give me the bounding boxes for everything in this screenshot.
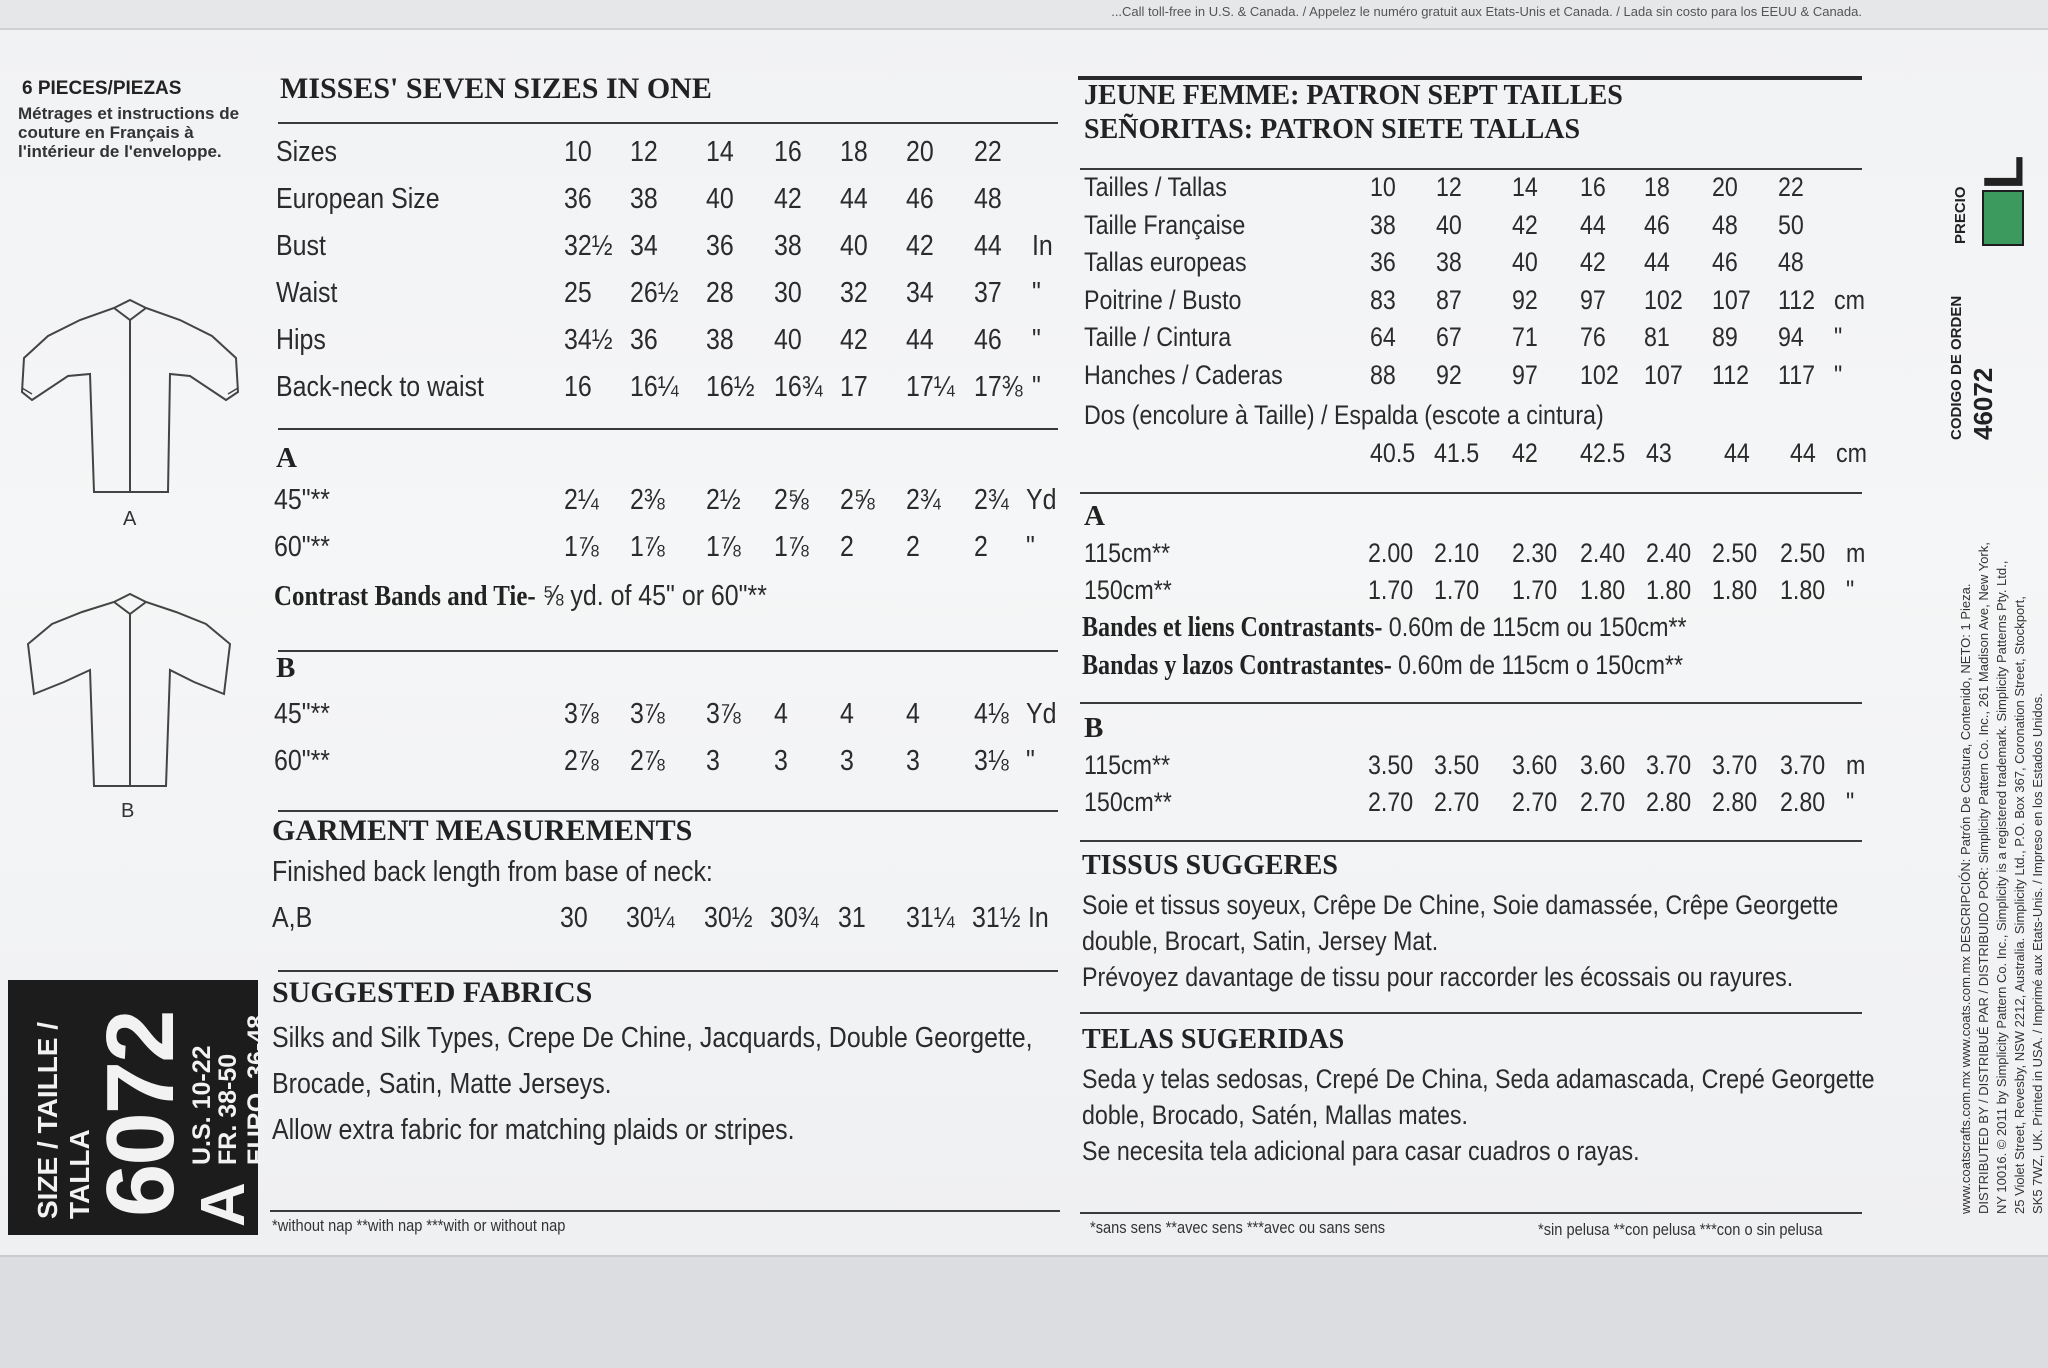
cell-value: 42 [1512,209,1538,240]
cell-value: 30¼ [626,902,675,934]
pattern-number: 6072 [87,1011,194,1217]
divider [278,810,1058,812]
size-range-letter: A [189,1182,258,1227]
cell-value: 2.30 [1512,538,1558,568]
cell-value: 46 [974,324,1002,356]
unit-label: " [1846,575,1855,605]
row-label: Poitrine / Busto [1084,284,1242,315]
unit-label: " [1032,371,1041,403]
tissus-line: Soie et tissus soyeux, Crêpe De Chine, Soie damassée, Crêpe Georgette [1082,890,1839,920]
divider [1080,168,1862,170]
telas-line: Se necesita tela adicional para casar cuadros o rayas. [1082,1136,1640,1166]
cell-value: 112 [1712,359,1750,390]
cell-value: 4 [840,698,854,730]
cell-value: 71 [1512,322,1538,352]
row-label: Bust [276,230,326,262]
cell-value: 34 [630,230,658,262]
cell-value: 42 [774,183,802,215]
cell-value: 42.5 [1580,438,1626,468]
cell-value: 3⅞ [706,698,741,730]
unit-label: " [1026,531,1035,563]
precio-label: PRECIO [1952,186,1969,244]
cell-value: 1.70 [1434,575,1480,605]
cell-value: 2.70 [1512,787,1558,817]
cell-value: 97 [1580,284,1606,315]
cell-value: 3.60 [1580,750,1626,780]
tissus-title: TISSUS SUGGERES [1082,850,1339,881]
cell-value: 3 [906,745,920,777]
unit-label: In [1032,230,1053,262]
cell-value: 89 [1712,322,1738,352]
unit-label: cm [1836,438,1867,468]
cell-value: 43 [1646,438,1672,468]
fabrics-line: Silks and Silk Types, Crepe De Chine, Jacquards, Double Georgette, [272,1022,1033,1054]
cell-value: 94 [1778,322,1804,352]
row-label: 150cm** [1084,787,1172,817]
cell-value: 2⅞ [564,745,599,777]
cell-value: 42 [1580,247,1606,277]
cell-value: 42 [1512,438,1538,468]
row-label: Tailles / Tallas [1084,172,1227,202]
cell-value: 36 [564,183,592,215]
cell-value: 2¾ [906,484,941,516]
cell-value: 2.70 [1434,787,1480,817]
cell-value: 2.50 [1780,538,1826,568]
cell-value: 3.70 [1780,750,1826,780]
unit-label: Yd [1026,698,1057,730]
unit-label: m [1846,538,1866,568]
cell-value: 20 [906,136,934,168]
cell-value: 44 [906,324,934,356]
cell-value: 14 [1512,172,1538,202]
cell-value: 4 [906,698,920,730]
cell-value: 31 [838,902,866,934]
cell-value: 107 [1712,284,1751,315]
unit-label: cm [1834,284,1865,315]
divider [278,650,1058,652]
unit-label: " [1032,324,1041,356]
cell-value: 48 [1778,247,1804,277]
cell-value: 88 [1370,359,1396,390]
cell-value: 38 [630,183,658,215]
cell-value: 36 [1370,247,1396,277]
codigo-label: CODIGO DE ORDEN [1948,295,1965,440]
order-number: 46072 [1968,367,1998,440]
french-footnote: *sans sens **avec sens ***avec ou sans sens [1090,1218,1386,1237]
envelope-number-box [8,980,271,1235]
cell-value: 3⅛ [974,745,1009,777]
unit-label: " [1026,745,1035,777]
cell-value: 97 [1512,359,1538,390]
figure-label-a: A [123,508,137,530]
cell-value: 1.80 [1712,575,1758,605]
view-a-heading: A [276,442,297,474]
cell-value: 16½ [706,371,755,403]
cell-value: 38 [774,230,802,262]
cell-value: 2.00 [1368,538,1414,568]
size-letter-l: L [1971,155,2035,190]
cell-value: 46 [1712,247,1738,277]
fabrics-line: Brocade, Satin, Matte Jerseys. [272,1068,612,1100]
legal-line: SK5 7WZ, UK. Printed in USA. / Imprimé aux Etats-Unis. / Impreso en los Estados Unidos. [2030,693,2045,1214]
row-label: Sizes [276,136,337,168]
divider [1080,702,1862,704]
legal-line: DISTRIBUTED BY / DISTRIBUÉ PAR / DISTRIBUIDO POR: Simplicity Pattern Co. Inc., 261 Madison Ave, New York, [1976,542,1991,1214]
cell-value: 2⅞ [630,745,665,777]
row-label: Taille Française [1084,209,1246,240]
pieces-count: 6 PIECES/PIEZAS [22,78,182,99]
cell-value: 12 [1436,172,1462,202]
row-label: 60"** [274,531,331,563]
cell-value: 64 [1370,322,1396,352]
cell-value: 26½ [630,277,679,309]
row-label: 60"** [274,745,331,777]
cell-value: 1⅞ [630,531,665,563]
divider [278,122,1058,124]
cell-value: 32½ [564,230,613,262]
cell-value: 4⅛ [974,698,1009,730]
cell-value: 2.80 [1646,787,1692,817]
cell-value: 16 [1580,172,1606,202]
unit-label: Yd [1026,484,1057,516]
unit-label: m [1846,750,1866,780]
divider [1080,840,1862,842]
cell-value: 14 [706,136,734,168]
telas-title: TELAS SUGERIDAS [1082,1024,1345,1055]
cell-value: 16¼ [630,371,679,403]
size-taille-talla-label: SIZE / TAILLE / TALLA [32,1021,95,1219]
cell-value: 1.70 [1512,575,1558,605]
unit-label: " [1846,787,1855,817]
cell-value: 34½ [564,324,613,356]
cell-value: 48 [1712,209,1738,240]
cell-value: 81 [1644,322,1670,352]
legal-line: NY 10016. © 2011 by Simplicity Pattern Co. Inc., Simplicity is a registered trademark. Simplicity Patterns Pty. Ltd., [1994,560,2009,1214]
fabrics-line: Allow extra fabric for matching plaids or stripes. [272,1114,795,1146]
cell-value: 46 [906,183,934,215]
cell-value: 2.80 [1712,787,1758,817]
cell-value: 42 [840,324,868,356]
garment-sketch-a [18,296,242,496]
cell-value: 40 [1512,247,1538,277]
cell-value: 76 [1580,322,1606,352]
cell-value: 10 [564,136,592,168]
row-label: Back-neck to waist [276,371,484,403]
cell-value: 40 [1436,209,1462,240]
cell-value: 46 [1644,209,1670,240]
cell-value: 2.10 [1434,538,1480,568]
cell-value: 112 [1778,284,1816,315]
cell-value: 22 [1778,172,1804,202]
divider [1080,1012,1862,1014]
cell-value: 44 [1644,247,1670,277]
cell-value: 42 [906,230,934,262]
unit-label: " [1834,322,1843,352]
cell-value: 18 [840,136,868,168]
cell-value: 10 [1370,172,1396,202]
cell-value: 48 [974,183,1002,215]
cell-value: 18 [1644,172,1670,202]
cell-value: 3 [706,745,720,777]
english-footnote: *without nap **with nap ***with or without nap [272,1216,566,1235]
cell-value: 36 [630,324,658,356]
cell-value: 83 [1370,284,1396,315]
contrast-bands-note: Contrast Bands and Tie- ⅝ yd. of 45" or 60"** [274,580,767,612]
cell-value: 3⅞ [564,698,599,730]
spanish-footnote: *sin pelusa **con pelusa ***con o sin pelusa [1538,1220,1823,1239]
unit-label: " [1834,359,1843,390]
cell-value: 3⅞ [630,698,665,730]
cell-value: 44 [974,230,1002,262]
cell-value: 117 [1778,359,1816,390]
cell-value: 1⅞ [706,531,741,563]
tissus-line: double, Brocart, Satin, Jersey Mat. [1082,926,1439,956]
unit-label: In [1028,902,1049,934]
spanish-title: SEÑORITAS: PATRON SIETE TALLAS [1084,114,1581,145]
pieces-french-note: Métrages et instructions de couture en Français à l'intérieur de l'enveloppe. [18,104,240,161]
cell-value: 2½ [706,484,741,516]
row-label: 115cm** [1084,750,1171,780]
cell-value: 2.70 [1580,787,1626,817]
row-label: 45"** [274,698,331,730]
cell-value: 1.80 [1646,575,1692,605]
row-label: European Size [276,183,440,215]
cell-value: 3.50 [1368,750,1414,780]
cell-value: 1.80 [1780,575,1826,605]
cell-value: 17 [840,371,868,403]
divider [278,970,1058,972]
cell-value: 3.60 [1512,750,1558,780]
contrast-note-french: Bandes et liens Contrastants- 0.60m de 115cm ou 150cm** [1082,612,1687,643]
divider [270,1210,1060,1212]
cell-value: 3 [774,745,788,777]
cell-value: 2 [974,531,988,563]
cell-value: 34 [906,277,934,309]
row-label: Tallas europeas [1084,247,1247,277]
divider [278,428,1058,430]
fs-view-b-heading: B [1084,712,1104,744]
cell-value: 25 [564,277,592,309]
cell-value: 2.40 [1580,538,1626,568]
cell-value: 2.80 [1780,787,1826,817]
cell-value: 20 [1712,172,1738,202]
cell-value: 87 [1436,284,1462,315]
back-length-label: Dos (encolure à Taille) / Espalda (escote a cintura) [1084,400,1604,430]
cell-value: 2⅝ [774,484,809,516]
telas-line: Seda y telas sedosas, Crepé De China, Seda adamascada, Crepé Georgette [1082,1064,1875,1094]
cell-value: 16 [774,136,802,168]
row-label: 150cm** [1084,575,1172,605]
tissus-line: Prévoyez davantage de tissu pour raccorder les écossais ou rayures. [1082,962,1794,992]
french-title: JEUNE FEMME: PATRON SEPT TAILLES [1084,80,1623,111]
toll-free-note: ...Call toll-free in U.S. & Canada. / Appelez le numéro gratuit aux Etats-Unis et Canada. / Lada sin costo para los EEUU & Canada. [1111,4,1862,19]
cell-value: 38 [706,324,734,356]
cell-value: 3.70 [1712,750,1758,780]
cell-value: 102 [1580,359,1619,390]
row-label: A,B [272,902,313,934]
cell-value: 2¾ [974,484,1009,516]
legal-line: 25 Violet Street, Revesby, NSW 2212, Australia. Simplicity Ltd., P.O. Box 367, Coronation Street, Stockport, [2012,596,2027,1214]
row-label: 115cm** [1084,538,1171,568]
legal-line: www.coatscrafts.com.mx www.coats.com.mx DESCRIPCIÓN: Patrón De Costura, Contenido, NETO: 1 Pieza. [1958,583,1973,1214]
cell-value: 41.5 [1434,438,1480,468]
cell-value: 44 [1580,209,1606,240]
cell-value: 1⅞ [564,531,599,563]
fr-euro-size-range: FR. 38-50 EURO. 36-48 [214,1014,271,1165]
cell-value: 30 [774,277,802,309]
cell-value: 31½ [972,902,1021,934]
cell-value: 32 [840,277,868,309]
cell-value: 30¾ [770,902,819,934]
unit-label: " [1032,277,1041,309]
cell-value: 40.5 [1370,438,1416,468]
garment-measurements-title: GARMENT MEASUREMENTS [272,814,693,847]
cell-value: 16 [564,371,592,403]
cell-value: 40 [706,183,734,215]
cell-value: 38 [1370,209,1396,240]
fs-view-a-heading: A [1084,500,1105,532]
divider [1080,492,1862,494]
us-size-range: U.S. 10-22 [188,1045,216,1165]
row-label: Hanches / Caderas [1084,359,1283,390]
cell-value: 3 [840,745,854,777]
cell-value: 17⅜ [974,371,1023,403]
cell-value: 2⅜ [630,484,665,516]
cell-value: 4 [774,698,788,730]
garment-sketch-b [24,590,234,790]
cell-value: 36 [706,230,734,262]
figure-label-b: B [121,800,135,822]
row-label: Taille / Cintura [1084,322,1232,352]
english-title: MISSES' SEVEN SIZES IN ONE [280,72,712,105]
price-color-swatch [1982,190,2024,246]
cell-value: 1.70 [1368,575,1414,605]
telas-line: doble, Brocado, Satén, Mallas mates. [1082,1100,1468,1130]
cell-value: 30½ [704,902,753,934]
row-label: Waist [276,277,338,309]
cell-value: 50 [1778,209,1804,240]
cell-value: 40 [840,230,868,262]
cell-value: 1.80 [1580,575,1626,605]
cell-value: 22 [974,136,1002,168]
cell-value: 67 [1436,322,1462,352]
row-label: 45"** [274,484,331,516]
divider [1080,1212,1862,1214]
cell-value: 44 [840,183,868,215]
envelope-flap [0,1255,2048,1368]
row-label: Hips [276,324,326,356]
cell-value: 30 [560,902,588,934]
cell-value: 37 [974,277,1002,309]
cell-value: 102 [1644,284,1683,315]
cell-value: 12 [630,136,658,168]
cell-value: 2 [906,531,920,563]
suggested-fabrics-title: SUGGESTED FABRICS [272,976,593,1009]
garment-measurements-subtitle: Finished back length from base of neck: [272,856,713,888]
cell-value: 107 [1644,359,1683,390]
cell-value: 2.70 [1368,787,1414,817]
cell-value: 92 [1436,359,1462,390]
cell-value: 1⅞ [774,531,809,563]
cell-value: 44 [1790,438,1816,468]
top-band [0,0,2048,30]
contrast-note-spanish: Bandas y lazos Contrastantes- 0.60m de 115cm o 150cm** [1082,650,1683,681]
cell-value: 2 [840,531,854,563]
cell-value: 31¼ [906,902,955,934]
cell-value: 2⅝ [840,484,875,516]
cell-value: 92 [1512,284,1538,315]
cell-value: 16¾ [774,371,823,403]
cell-value: 2.40 [1646,538,1692,568]
cell-value: 44 [1724,438,1750,468]
cell-value: 28 [706,277,734,309]
cell-value: 17¼ [906,371,955,403]
cell-value: 3.50 [1434,750,1480,780]
cell-value: 40 [774,324,802,356]
cell-value: 2¼ [564,484,599,516]
view-b-heading: B [276,652,296,684]
cell-value: 2.50 [1712,538,1758,568]
cell-value: 38 [1436,247,1462,277]
cell-value: 3.70 [1646,750,1692,780]
